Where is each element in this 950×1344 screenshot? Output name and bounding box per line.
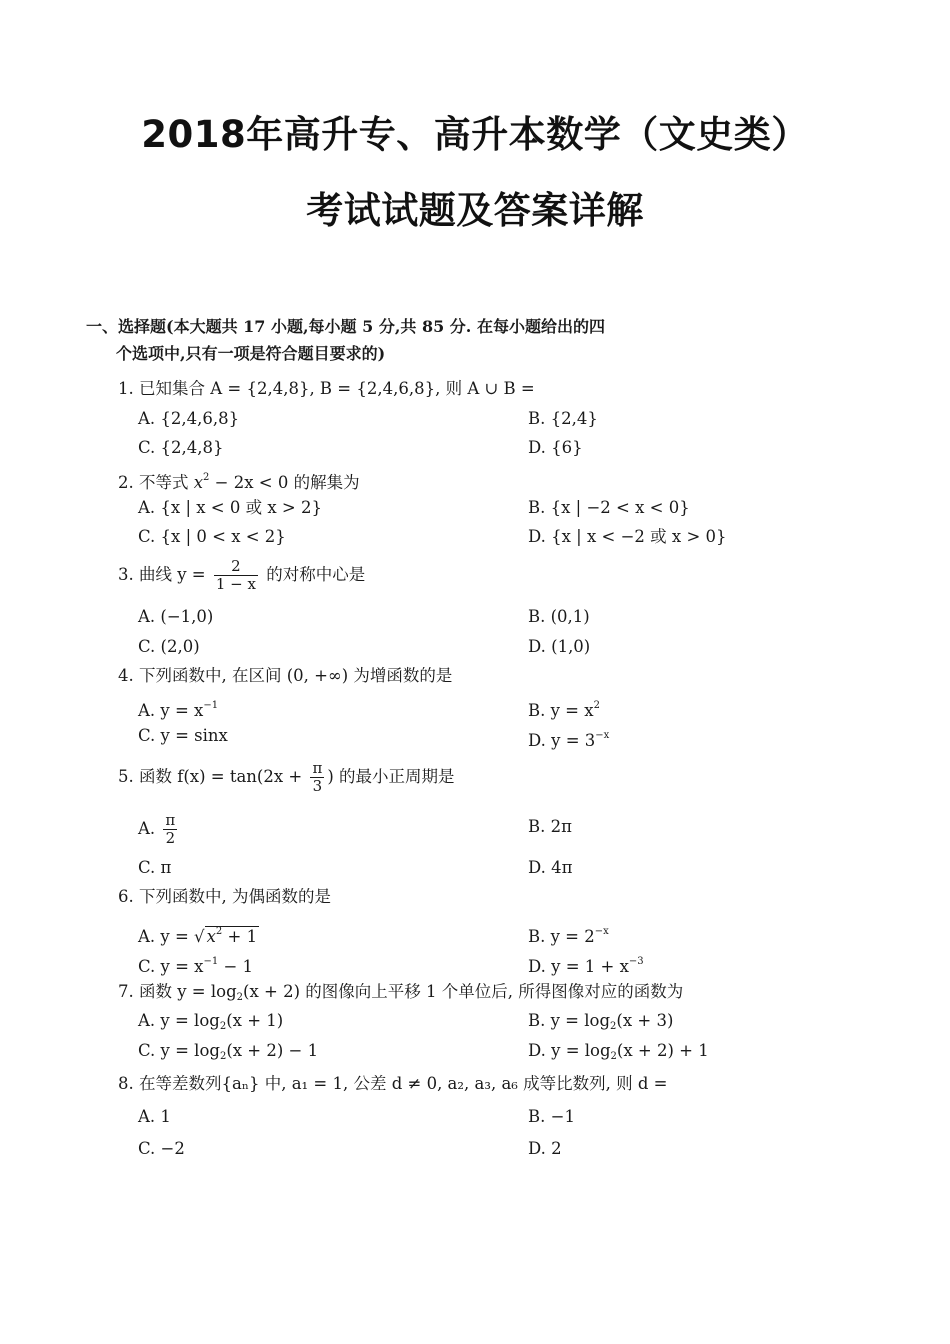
question-7-option-d — [528, 1040, 709, 1068]
denominator: 3 — [312, 777, 323, 795]
question-5-option-a — [138, 812, 180, 847]
question-1-option-a: A. {2,4,6,8} — [138, 409, 240, 428]
numerator: 2 — [214, 558, 258, 576]
option-text: − 1 — [218, 957, 254, 976]
question-7-stem — [118, 981, 683, 1009]
exponent: −x — [594, 926, 609, 937]
section-heading-line1: 一、选择题(本大题共 17 小题,每小题 5 分,共 85 分. 在每小题给出的四 — [86, 317, 605, 336]
subscript: 2 — [610, 1021, 617, 1032]
subscript: 2 — [610, 1051, 617, 1062]
question-3-stem — [118, 558, 365, 593]
question-2-stem — [118, 467, 360, 494]
question-7-option-c — [138, 1040, 318, 1068]
radicand — [205, 926, 260, 946]
stem-text: 5. 函数 f(x) = tan(2x + — [118, 767, 308, 786]
stem-text: (x + 2) 的图像向上平移 1 个单位后, 所得图像对应的函数为 — [243, 982, 684, 1001]
denominator: 1 − x — [215, 575, 256, 593]
question-4-option-a — [138, 695, 218, 722]
stem-text: − 2x < 0 的解集为 — [209, 473, 360, 492]
question-5-option-d: D. 4π — [528, 858, 573, 877]
option-text: A. y = log — [138, 1011, 220, 1030]
question-5-option-b: B. 2π — [528, 817, 572, 836]
question-2-option-c: C. {x | 0 < x < 2} — [138, 527, 286, 546]
question-8-stem: 8. 在等差数列{aₙ} 中, a₁ = 1, 公差 d ≠ 0, a₂, a₃, a₆ 成等比数列, 则 d = — [118, 1074, 668, 1093]
exponent: 2 — [593, 700, 600, 711]
numerator: π — [312, 759, 323, 777]
option-text: (x + 1) — [226, 1011, 284, 1030]
document-title: 2018年高升专、高升本数学（文史类） — [141, 113, 809, 156]
question-3-option-b: B. (0,1) — [528, 607, 590, 626]
stem-text: 的对称中心是 — [260, 565, 366, 584]
question-1-option-c: C. {2,4,8} — [138, 438, 224, 457]
question-8-option-b: B. −1 — [528, 1107, 575, 1126]
document-subtitle: 考试试题及答案详解 — [306, 189, 644, 232]
stem-text: ) 的最小正周期是 — [327, 767, 455, 786]
option-text: D. y = 1 + x — [528, 957, 629, 976]
option-text: A. — [138, 819, 161, 838]
radicand-text: + 1 — [222, 927, 258, 946]
square-root: √ $x^2 + 1$ — [194, 926, 258, 946]
question-6-option-c — [138, 951, 253, 978]
option-text: (x + 3) — [616, 1011, 674, 1030]
option-text: B. y = log — [528, 1011, 611, 1030]
question-3-option-c: C. (2,0) — [138, 637, 200, 656]
numerator: π — [165, 811, 176, 829]
question-7-option-b — [528, 1010, 673, 1038]
variable: x — [206, 927, 216, 946]
variable: x — [193, 473, 204, 492]
exponent: 2 — [203, 472, 210, 483]
question-4-option-c: C. y = sinx — [138, 726, 228, 745]
exponent: −x — [595, 730, 610, 741]
option-text: A. y = — [138, 927, 195, 946]
option-text: A. y = x — [138, 701, 204, 720]
question-2-option-d: D. {x | x < −2 或 x > 0} — [528, 527, 727, 546]
option-text: (x + 2) + 1 — [616, 1041, 709, 1060]
question-5-stem — [118, 760, 455, 795]
question-6-option-b — [528, 921, 609, 948]
stem-text: 2. 不等式 — [118, 473, 194, 492]
denominator: 2 — [165, 829, 176, 847]
question-8-option-c: C. −2 — [138, 1139, 185, 1158]
exponent: −1 — [203, 956, 219, 967]
stem-text: 3. 曲线 y = — [118, 565, 211, 584]
question-5-option-c: C. π — [138, 858, 172, 877]
question-4-option-d — [528, 725, 609, 752]
question-4-option-b — [528, 695, 600, 722]
option-text: (x + 2) − 1 — [226, 1041, 319, 1060]
question-3-option-d: D. (1,0) — [528, 637, 591, 656]
question-2-option-b: B. {x | −2 < x < 0} — [528, 498, 690, 517]
subscript: 2 — [236, 992, 244, 1003]
question-6-stem: 6. 下列函数中, 为偶函数的是 — [118, 887, 331, 906]
question-3-option-a: A. (−1,0) — [138, 607, 214, 626]
exponent: 2 — [215, 926, 223, 937]
exponent: −3 — [628, 956, 644, 967]
option-text: B. y = x — [528, 701, 594, 720]
stem-text: 7. 函数 y = log — [118, 982, 237, 1001]
fraction — [310, 760, 324, 795]
fraction — [214, 558, 258, 593]
question-1-option-d: D. {6} — [528, 438, 583, 457]
fraction — [163, 812, 177, 847]
question-1-option-b: B. {2,4} — [528, 409, 598, 428]
question-8-option-a: A. 1 — [138, 1107, 171, 1126]
question-2-option-a: A. {x | x < 0 或 x > 2} — [138, 498, 322, 517]
question-8-option-d: D. 2 — [528, 1139, 562, 1158]
section-heading-line2: 个选项中,只有一项是符合题目要求的) — [116, 344, 386, 363]
option-text: C. y = x — [138, 957, 204, 976]
section-heading — [86, 313, 726, 367]
question-6-option-a — [138, 921, 259, 948]
question-4-stem: 4. 下列函数中, 在区间 (0, +∞) 为增函数的是 — [118, 666, 453, 685]
option-text: D. y = log — [528, 1041, 611, 1060]
subscript: 2 — [219, 1021, 227, 1032]
option-text: B. y = 2 — [528, 927, 595, 946]
subscript: 2 — [219, 1051, 227, 1062]
option-text: D. y = 3 — [528, 731, 596, 750]
question-7-option-a — [138, 1010, 283, 1038]
option-text: C. y = log — [138, 1041, 220, 1060]
exponent: −1 — [203, 700, 219, 711]
question-1-stem: 1. 已知集合 A = {2,4,8}, B = {2,4,6,8}, 则 A ∪ B = — [118, 379, 535, 398]
question-6-option-d — [528, 951, 644, 978]
